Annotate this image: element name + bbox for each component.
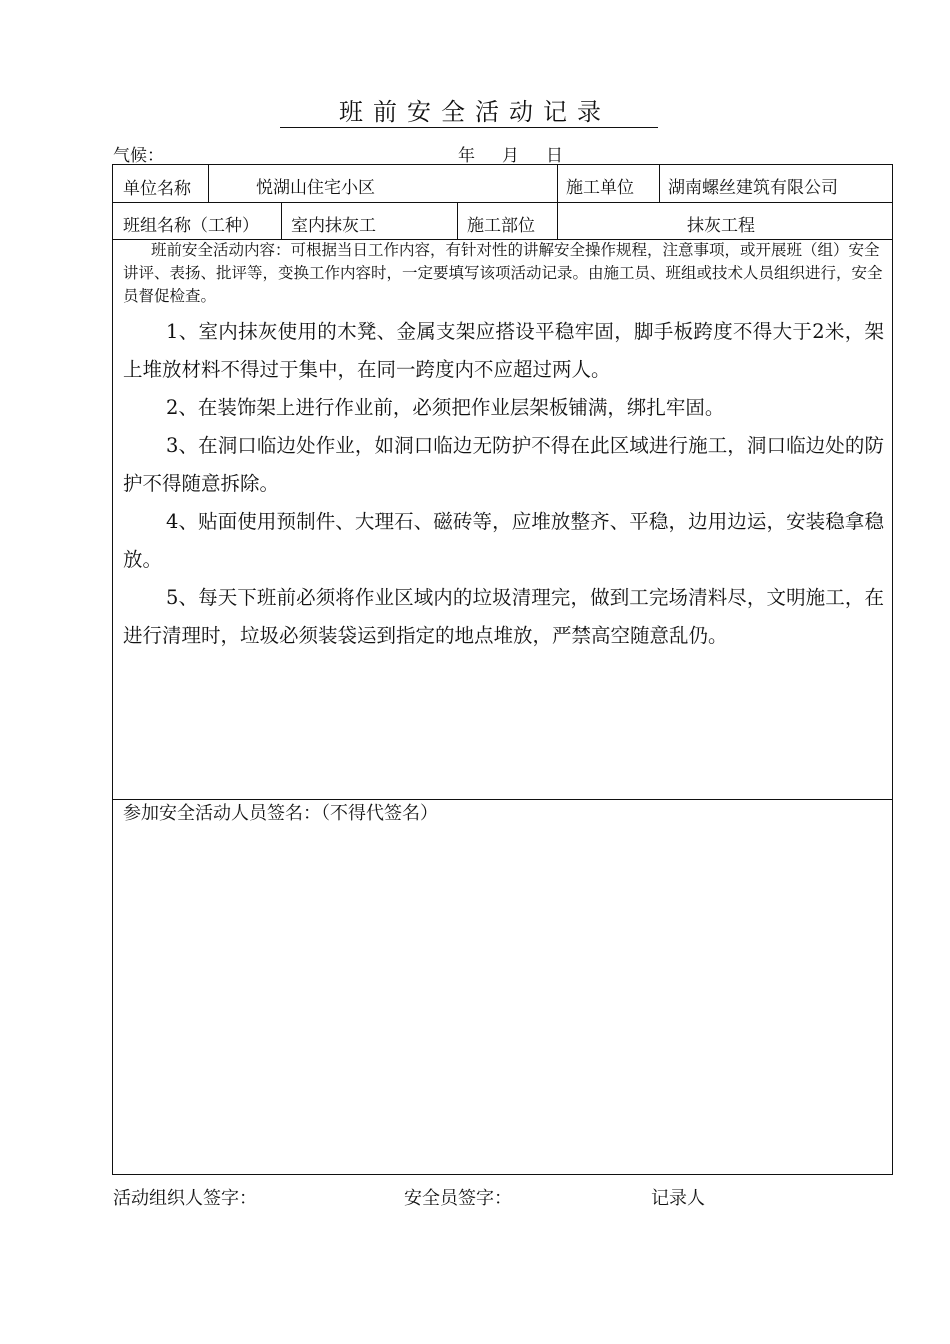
col-divider: [281, 202, 282, 239]
safety-rule: 5、每天下班前必须将作业区域内的垃圾清理完，做到工完场清料尽，文明施工，在进行清理时，垃圾必须装袋运到指定的地点堆放，严禁高空随意乱仍。: [123, 586, 884, 647]
recorder-label: 记录人: [651, 1188, 705, 1209]
col-divider: [659, 165, 660, 202]
safety-rule: 4、贴面使用预制件、大理石、磁砖等，应堆放整齐、平稳，边用边运，安装稳拿稳放。: [123, 510, 884, 571]
col-divider: [208, 165, 209, 202]
col-divider: [457, 202, 458, 239]
team-name-value: 室内抹灰工: [291, 216, 376, 236]
safety-rule: 2、在装饰架上进行作业前，必须把作业层架板铺满，绑扎牢固。: [166, 396, 725, 419]
organizer-signature-label: 活动组织人签字：: [113, 1188, 257, 1209]
page-title: 班前安全活动记录: [339, 98, 611, 126]
construction-unit-value: 湖南螺丝建筑有限公司: [668, 178, 838, 198]
unit-name-label: 单位名称: [123, 179, 191, 199]
construction-part-label: 施工部位: [467, 216, 535, 236]
safety-rule: 3、在洞口临边处作业，如洞口临边无防护不得在此区域进行施工，洞口临边处的防护不得随意拆除。: [123, 434, 884, 495]
climate-label: 气候：: [113, 146, 164, 166]
construction-unit-label: 施工单位: [566, 178, 634, 198]
col-divider: [557, 165, 558, 239]
activity-intro: 班前安全活动内容：可根据当日工作内容，有针对性的讲解安全操作规程，注意事项，或开展班（组）安全讲评、表扬、批评等，变换工作内容时，一定要填写该项活动记录。由施工员、班组或技术人员组织进行，安全员督促检查。: [123, 241, 883, 305]
participants-signature-label: 参加安全活动人员签名：（不得代签名）: [123, 803, 438, 824]
title-underline: [280, 127, 658, 128]
date-field: 年 月 日: [458, 146, 564, 166]
safety-rules: [113, 313, 894, 655]
safety-officer-signature-label: 安全员签字：: [404, 1188, 512, 1209]
unit-name-value: 悦湖山住宅小区: [256, 178, 375, 198]
team-name-label: 班组名称（工种）: [123, 216, 259, 236]
row-divider-1: [113, 202, 892, 203]
activity-record-form: [112, 164, 893, 1175]
construction-part-value: 抹灰工程: [687, 216, 755, 236]
safety-rule: 1、室内抹灰使用的木凳、金属支架应搭设平稳牢固，脚手板跨度不得大于2米，架上堆放材料不得过于集中，在同一跨度内不应超过两人。: [123, 320, 884, 381]
